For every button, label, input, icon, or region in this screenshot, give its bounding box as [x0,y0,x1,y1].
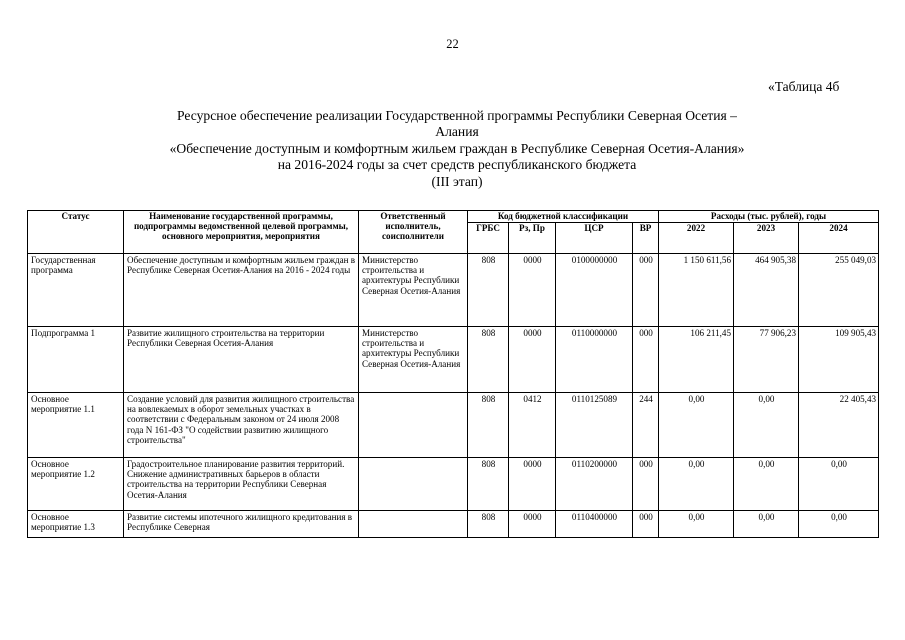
table-row [28,458,879,511]
cell-name: Создание условий для развития жилищного строительства на вовлекаемых в оборот земельных участках в соответствии с Федеральным законом от 24 июля 2008 года N 161-ФЗ "О содействии развитию жилищного строительства" [124,393,359,458]
cell-vr: 000 [633,511,659,538]
cell-name: Обеспечение доступным и комфортным жильем граждан в Республике Северная Осетия-Алания на 2016 - 2024 годы [124,254,359,327]
cell-rzpr: 0000 [509,511,556,538]
cell-2023: 0,00 [734,458,799,511]
cell-grbs: 808 [468,393,509,458]
cell-status: Подпрограмма 1 [28,327,124,393]
header-grbs: ГРБС [468,223,509,254]
cell-2022: 0,00 [659,393,734,458]
cell-2024: 0,00 [799,458,879,511]
cell-name: Развитие системы ипотечного жилищного кредитования в Республике Северная [124,511,359,538]
cell-grbs: 808 [468,254,509,327]
cell-status: Основное мероприятие 1.1 [28,393,124,458]
table-reference: «Таблица 4б [768,79,840,94]
cell-vr: 244 [633,393,659,458]
header-budget-code: Код бюджетной классификации [468,211,659,223]
cell-status: Основное мероприятие 1.2 [28,458,124,511]
cell-vr: 000 [633,458,659,511]
cell-2023: 464 905,38 [734,254,799,327]
budget-table [27,210,879,538]
cell-2022: 1 150 611,56 [659,254,734,327]
title-line-3: «Обеспечение доступным и комфортным жильем граждан в Республике Северная Осетия-Алания» [169,140,745,156]
cell-name: Градостроительное планирование развития территорий. Снижение административных барьеров в области строительства на территории Республики Северная Осетия-Алания [124,458,359,511]
cell-rzpr: 0000 [509,458,556,511]
header-name: Наименование государственной программы, подпрограммы ведомственной целевой программы, основного мероприятия, мероприятия [124,211,359,254]
cell-csr: 0110000000 [556,327,633,393]
cell-csr: 0110125089 [556,393,633,458]
cell-2023: 0,00 [734,393,799,458]
cell-executor: Министерство строительства и архитектуры Республики Северная Осетия-Алания [359,327,468,393]
document-title [122,108,792,190]
cell-status: Основное мероприятие 1.3 [28,511,124,538]
cell-rzpr: 0000 [509,327,556,393]
cell-2022: 0,00 [659,458,734,511]
cell-rzpr: 0000 [509,254,556,327]
header-expenses: Расходы (тыс. рублей), годы [659,211,879,223]
cell-grbs: 808 [468,511,509,538]
cell-grbs: 808 [468,327,509,393]
cell-executor [359,393,468,458]
header-status: Статус [28,211,124,254]
cell-2024: 109 905,43 [799,327,879,393]
cell-name: Развитие жилищного строительства на территории Республики Северная Осетия-Алания [124,327,359,393]
cell-grbs: 808 [468,458,509,511]
header-year-2024: 2024 [799,223,879,254]
title-line-4: на 2016-2024 годы за счет средств республиканского бюджета [277,157,637,173]
cell-2022: 106 211,45 [659,327,734,393]
cell-rzpr: 0412 [509,393,556,458]
cell-vr: 000 [633,254,659,327]
cell-csr: 0100000000 [556,254,633,327]
cell-executor: Министерство строительства и архитектуры Республики Северная Осетия-Алания [359,254,468,327]
cell-status: Государственная программа [28,254,124,327]
header-executor: Ответственный исполнитель, соисполнители [359,211,468,254]
header-year-2023: 2023 [734,223,799,254]
title-line-5: (III этап) [431,173,483,189]
cell-2022: 0,00 [659,511,734,538]
table-row [28,327,879,393]
cell-2024: 0,00 [799,511,879,538]
header-csr: ЦСР [556,223,633,254]
cell-2023: 77 906,23 [734,327,799,393]
cell-2024: 255 049,03 [799,254,879,327]
cell-2023: 0,00 [734,511,799,538]
cell-executor [359,458,468,511]
cell-csr: 0110200000 [556,458,633,511]
cell-csr: 0110400000 [556,511,633,538]
title-line-2: Алания [435,124,479,140]
table-header-row [28,211,879,223]
cell-2024: 22 405,43 [799,393,879,458]
table-row [28,254,879,327]
cell-executor [359,511,468,538]
table-row [28,511,879,538]
title-line-1: Ресурсное обеспечение реализации Государственной программы Республики Северная Осетия – [177,108,737,123]
table-row [28,393,879,458]
header-rzpr: Рз, Пр [509,223,556,254]
page-number: 22 [446,37,459,51]
header-vr: ВР [633,223,659,254]
header-year-2022: 2022 [659,223,734,254]
cell-vr: 000 [633,327,659,393]
